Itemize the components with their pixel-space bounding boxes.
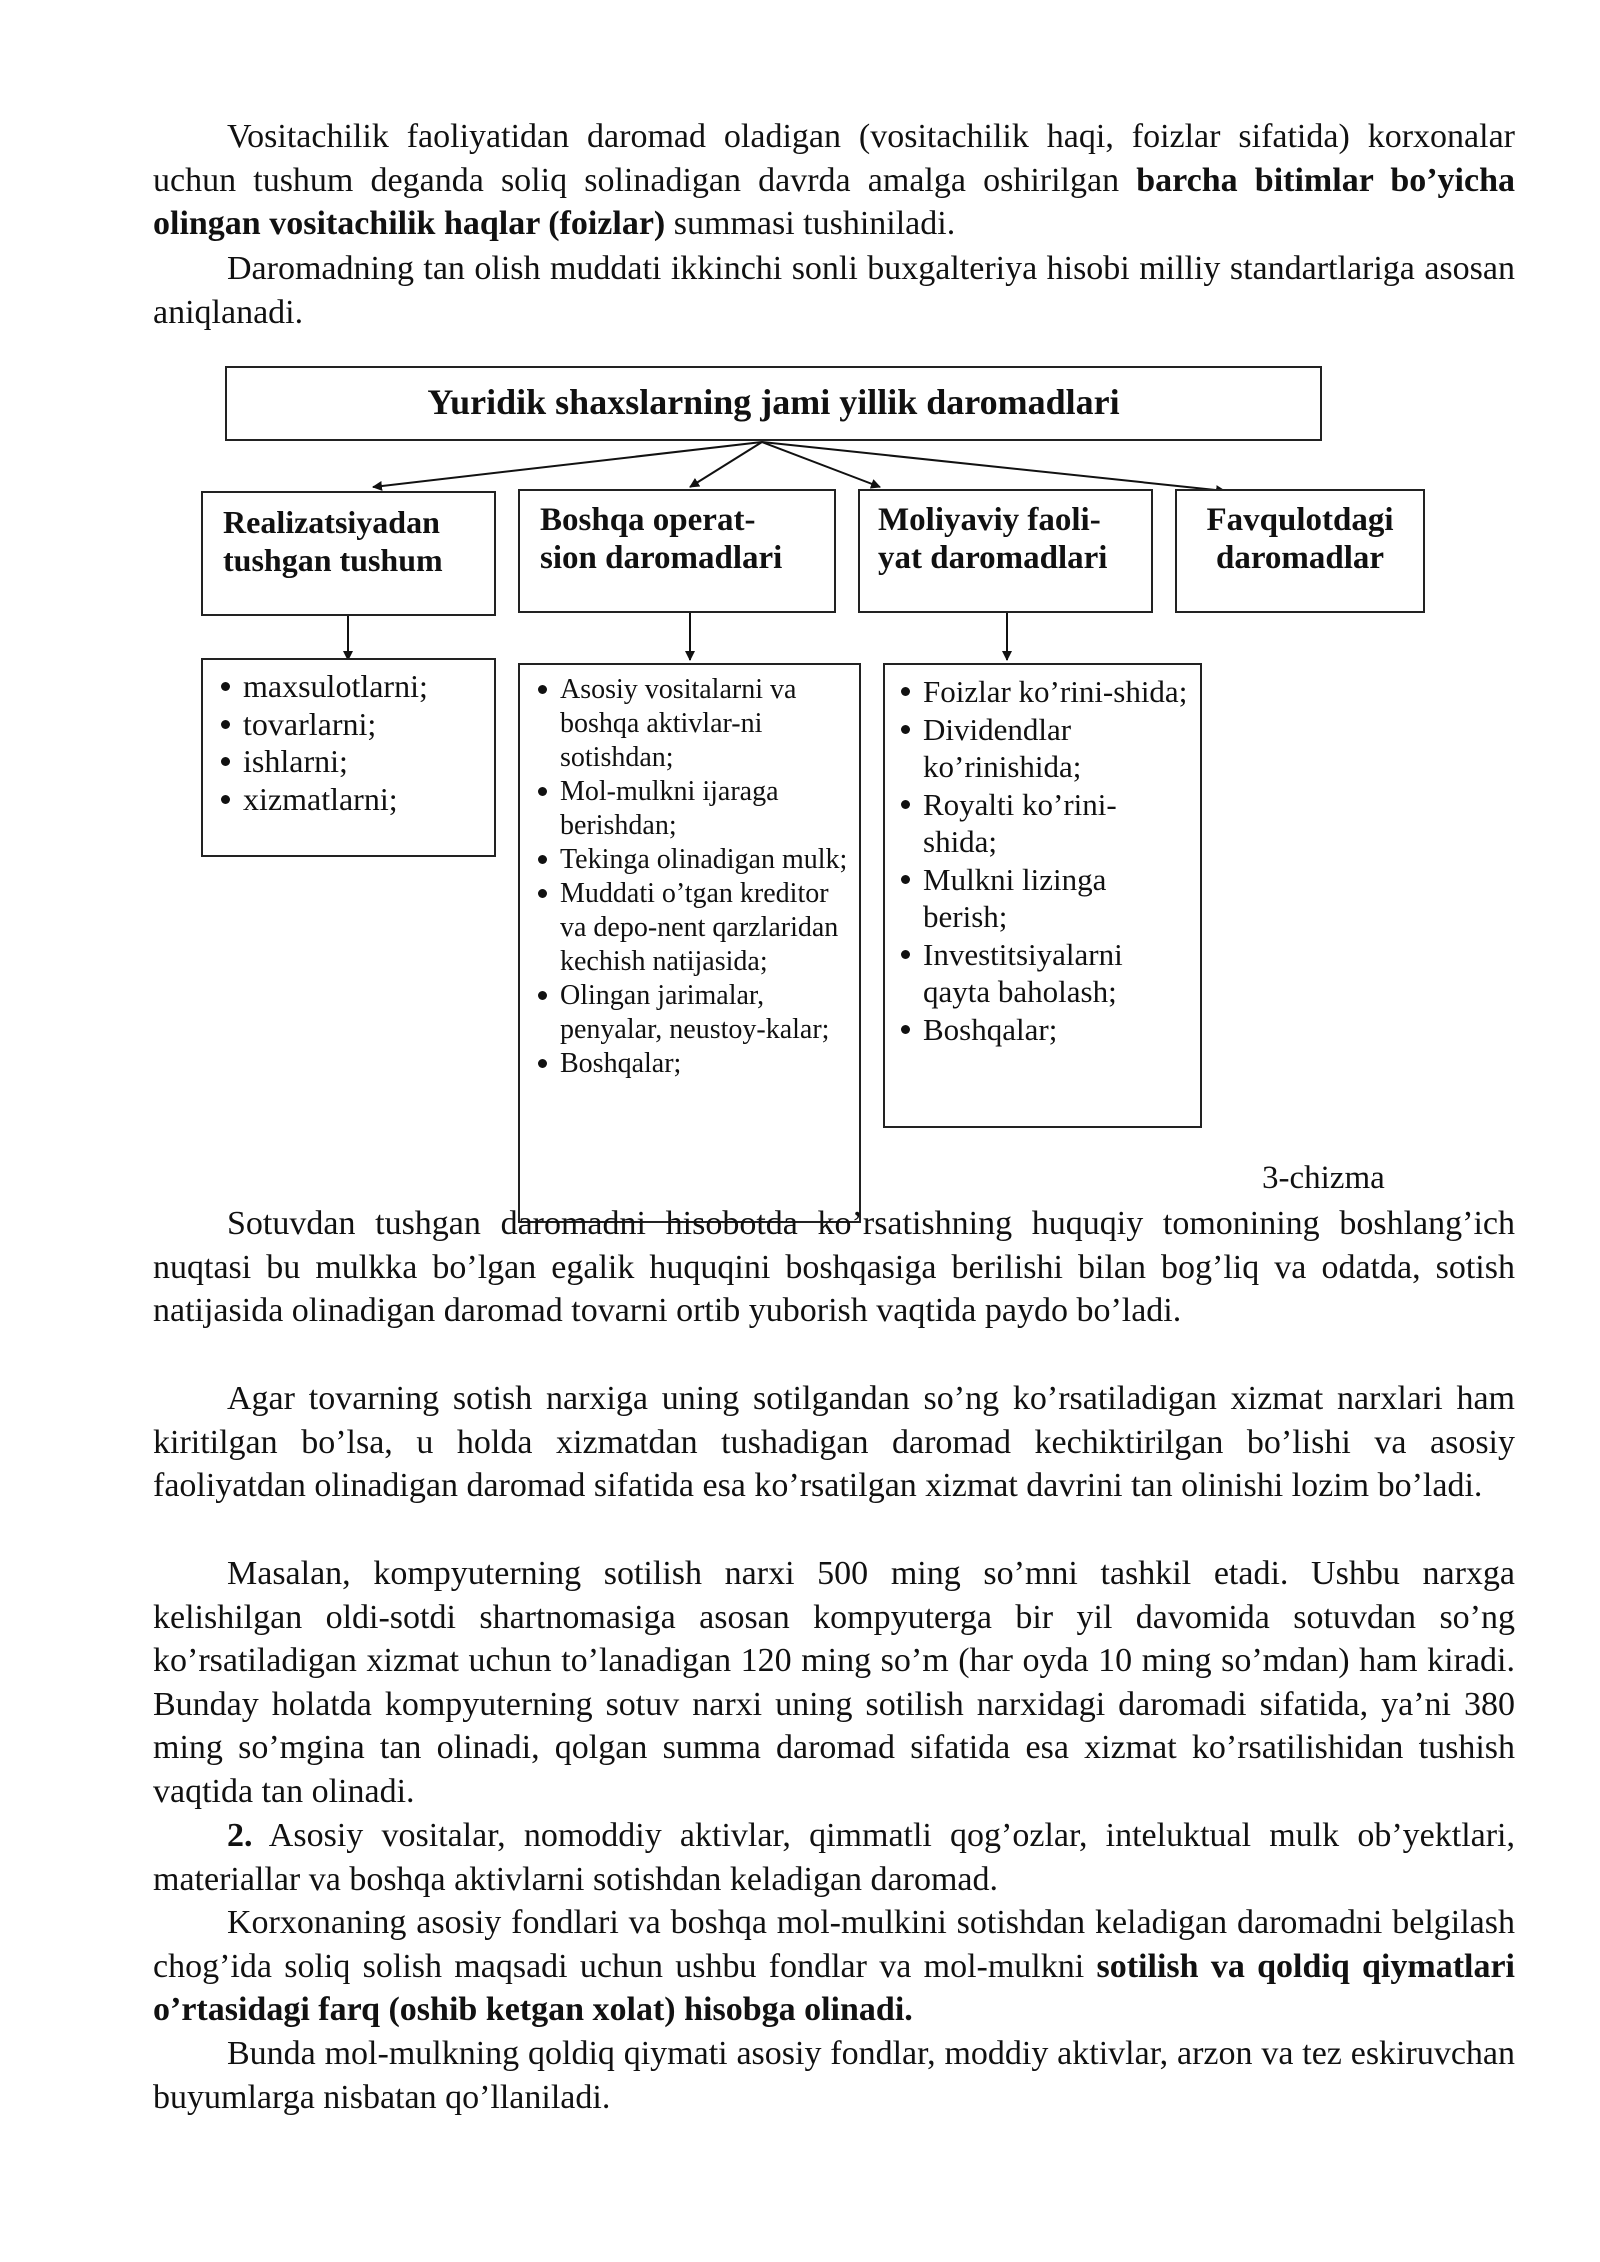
category-line: Boshqa operat- bbox=[540, 502, 756, 538]
body-paragraph-7 bbox=[153, 1901, 1515, 2032]
list-box-other-operating bbox=[518, 663, 861, 1223]
list-item: Boshqalar; bbox=[897, 1011, 1190, 1049]
category-box-other-operating bbox=[518, 489, 836, 613]
list-item: Asosiy vositalarni va boshqa aktivlar-ni sotishdan; bbox=[534, 673, 849, 775]
list-item: Mulkni lizinga berish; bbox=[897, 861, 1190, 936]
list-item: Mol-mulkni ijaraga berishdan; bbox=[534, 775, 849, 843]
intro-p1-tail: summasi tushiniladi. bbox=[665, 205, 956, 243]
category-line: sion daromadlari bbox=[540, 540, 783, 576]
list-box-financial bbox=[883, 663, 1202, 1128]
body-paragraph-6 bbox=[153, 1814, 1515, 1901]
intro-p1-bold: barcha bitimlar bo’yicha olingan vositachilik haqlar (foizlar) bbox=[153, 161, 1516, 243]
category-line: Moliyaviy faoli- bbox=[878, 502, 1101, 538]
list-item: Investitsiyalarni qayta baholash; bbox=[897, 936, 1190, 1011]
category-line: tushgan tushum bbox=[223, 542, 443, 578]
intro-paragraph-2: Daromadning tan olish muddati ikkinchi sonli buxgalteriya hisobi milliy standartlariga asosan aniqlanadi. bbox=[153, 250, 1515, 331]
diagram-caption: 3-chizma bbox=[1262, 1160, 1385, 1196]
section-number: 2. bbox=[227, 1817, 253, 1854]
body-p7-bold: sotilish va qoldiq qiymatlari o’rtasidagi farq (oshib ketgan xolat) hisobga olinadi. bbox=[153, 1947, 1516, 2029]
list-item: Dividendlar ko’rinishida; bbox=[897, 711, 1190, 786]
other-operating-list bbox=[534, 673, 849, 1081]
list-item: Olingan jarimalar, penyalar, neustoy-kalar; bbox=[534, 979, 849, 1047]
body-paragraph-5: Masalan, kompyuterning sotilish narxi 500 ming so’mni tashkil etadi. Ushbu narxga kelishilgan oldi-sotdi shartnomasiga asosan kompyuterga bir yil davomida sotuvdan so’ng ko’rsatiladigan xizmat uchun to’lanadigan 120 ming so’m (har oyda 10 ming so’mdan) ham kiradi. Bunday holatda kompyuterning sotuv narxi uning sotilish narxidagi daromadi sifatida, ya’ni 380 ming so’mgina tan olinadi, qolgan summa daromad sifatida esa xizmat ko’rsatilishidan tushish vaqtida tan olinadi. bbox=[153, 1555, 1515, 1810]
body-paragraph-4: Agar tovarning sotish narxiga uning sotilgandan so’ng ko’rsatiladigan xizmat narxlari ham kiritilgan bo’lsa, u holda xizmatdan tushadigan daromad kechiktirilgan bo’lishi va asosiy faoliyatdan olinadigan daromad sifatida esa ko’rsatilgan xizmat davrini tan olinishi lozim bo’ladi. bbox=[153, 1380, 1515, 1505]
list-item: Royalti ko’rini-shida; bbox=[897, 786, 1190, 861]
category-line: daromadlar bbox=[1215, 540, 1385, 576]
list-box-sales bbox=[201, 658, 496, 857]
category-box-extraordinary bbox=[1175, 489, 1425, 613]
section-heading-text: Asosiy vositalar, nomoddiy aktivlar, qimmatli qog’ozlar, inteluktual mulk ob’yektlari, materiallar va boshqa aktivlarni sotishdan keladigan daromad. bbox=[153, 1817, 1515, 1898]
category-box-financial bbox=[858, 489, 1153, 613]
list-item: tovarlarni; bbox=[217, 706, 484, 744]
list-item: Tekinga olinadigan mulk; bbox=[534, 843, 849, 877]
category-line: yat daromadlari bbox=[878, 540, 1108, 576]
diagram-title-box: Yuridik shaxslarning jami yillik daromadlari bbox=[225, 366, 1322, 441]
list-item: maxsulotlarni; bbox=[217, 668, 484, 706]
body-paragraph-3: Sotuvdan tushgan daromadni hisobotda ko’rsatishning huquqiy tomonining boshlang’ich nuqtasi bu mulkka bo’lgan egalik huquqini boshqasiga berilishi bilan bog’liq va odatda, sotish natijasida olinadigan daromad tovarni ortib yuborish vaqtida paydo bo’ladi. bbox=[153, 1205, 1515, 1330]
sales-list bbox=[217, 668, 484, 818]
list-item: ishlarni; bbox=[217, 743, 484, 781]
list-item: Foizlar ko’rini-shida; bbox=[897, 673, 1190, 711]
category-line: Favqulotdagi bbox=[1206, 502, 1394, 538]
intro-p1-text: Vositachilik faoliyatidan daromad oladigan (vositachilik haqi, foizlar sifatida) korxonalar uchun tushum deganda soliq solinadigan davrda amalga oshirilgan bbox=[153, 118, 1515, 199]
category-box-sales-revenue bbox=[201, 491, 496, 616]
list-item: xizmatlarni; bbox=[217, 781, 484, 819]
body-p7-text: Korxonaning asosiy fondlari va boshqa mol-mulkini sotishdan keladigan daromadni belgilash chog’ida soliq solish maqsadi uchun ushbu fondlar va mol-mulkni bbox=[153, 1904, 1515, 1985]
category-line: Realizatsiyadan bbox=[223, 504, 440, 540]
body-paragraph-8: Bunda mol-mulkning qoldiq qiymati asosiy fondlar, moddiy aktivlar, arzon va tez eskiruvchan buyumlarga nisbatan qo’llaniladi. bbox=[153, 2035, 1515, 2116]
list-item: Boshqalar; bbox=[534, 1047, 849, 1081]
financial-list bbox=[897, 673, 1190, 1048]
list-item: Muddati o’tgan kreditor va depo-nent qarzlaridan kechish natijasida; bbox=[534, 877, 849, 979]
